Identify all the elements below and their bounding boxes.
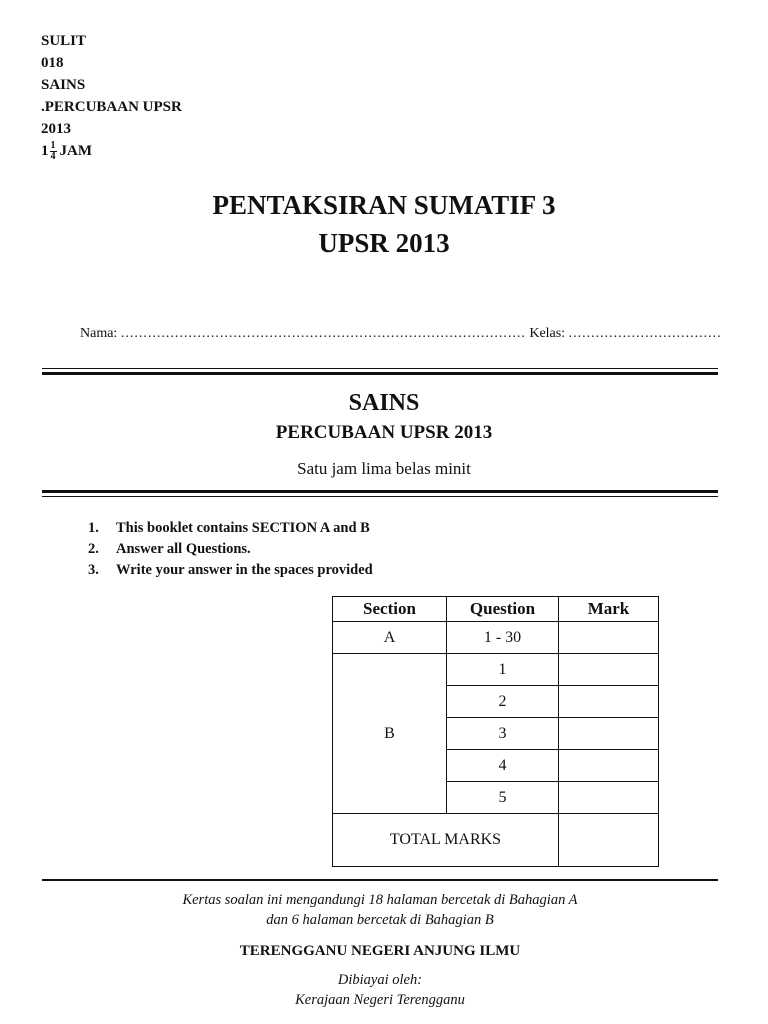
question-cell: 4 xyxy=(447,750,559,782)
duration-fraction xyxy=(50,141,57,162)
instruction-number: 3. xyxy=(88,562,99,578)
divider xyxy=(42,490,718,493)
fraction-numerator: 1 xyxy=(50,140,56,152)
header-question: Question xyxy=(447,597,559,622)
mark-cell[interactable] xyxy=(559,782,659,814)
instruction-item xyxy=(88,539,373,560)
paper-subject: SAINS xyxy=(348,390,420,416)
paper-code: 018 xyxy=(41,55,64,71)
exam-label: .PERCUBAAN UPSR xyxy=(41,99,182,115)
year-label: 2013 xyxy=(41,121,71,137)
divider xyxy=(42,496,718,497)
subject-label: SAINS xyxy=(41,77,86,93)
page-count-note xyxy=(0,890,760,930)
section-b-cell: B xyxy=(333,654,447,814)
table-row xyxy=(333,654,659,686)
header-block xyxy=(41,30,182,162)
mark-cell[interactable] xyxy=(559,622,659,654)
name-field[interactable]: .......................................................................................... xyxy=(120,326,526,341)
question-cell: 2 xyxy=(447,686,559,718)
funded-by-label: Dibiayai oleh: xyxy=(337,972,423,988)
divider xyxy=(42,879,718,881)
total-mark-cell[interactable] xyxy=(559,814,659,867)
section-a-cell: A xyxy=(333,622,447,654)
class-label: Kelas: xyxy=(529,326,566,341)
mark-cell[interactable] xyxy=(559,718,659,750)
duration-label xyxy=(41,140,182,162)
table-header-row xyxy=(333,597,659,622)
total-row xyxy=(333,814,659,867)
divider xyxy=(42,372,718,375)
question-cell: 1 xyxy=(447,654,559,686)
mark-cell[interactable] xyxy=(559,750,659,782)
header-mark: Mark xyxy=(559,597,659,622)
paper-exam: PERCUBAAN UPSR 2013 xyxy=(275,422,493,443)
instruction-number: 1. xyxy=(88,520,99,536)
question-cell: 3 xyxy=(447,718,559,750)
note-line: Kertas soalan ini mengandungi 18 halaman bercetak di Bahagian A xyxy=(182,892,578,908)
marks-table xyxy=(332,596,659,867)
instruction-text: This booklet contains SECTION A and B xyxy=(116,520,370,536)
mark-cell[interactable] xyxy=(559,654,659,686)
page-title: PENTAKSIRAN SUMATIF 3 xyxy=(212,190,556,220)
mark-cell[interactable] xyxy=(559,686,659,718)
instruction-item xyxy=(88,518,373,539)
question-cell: 5 xyxy=(447,782,559,814)
paper-duration: Satu jam lima belas minit xyxy=(297,459,471,478)
instruction-text: Write your answer in the spaces provided xyxy=(116,562,373,578)
name-class-line xyxy=(80,326,722,342)
instruction-item xyxy=(88,560,373,581)
class-field[interactable]: .................................. xyxy=(568,326,722,341)
name-label: Nama: xyxy=(80,326,118,341)
instructions-list xyxy=(88,518,373,581)
duration-unit: JAM xyxy=(59,143,92,159)
motto: TERENGGANU NEGERI ANJUNG ILMU xyxy=(239,943,521,959)
page-subtitle: UPSR 2013 xyxy=(318,228,450,258)
header-section: Section xyxy=(333,597,447,622)
note-line: dan 6 halaman bercetak di Bahagian B xyxy=(266,912,494,928)
divider xyxy=(42,368,718,369)
total-marks-label: TOTAL MARKS xyxy=(333,814,559,867)
funding-note xyxy=(0,970,760,1010)
question-cell: 1 - 30 xyxy=(447,622,559,654)
classification-label: SULIT xyxy=(41,33,87,49)
duration-whole: 1 xyxy=(41,143,49,159)
table-row xyxy=(333,622,659,654)
instruction-text: Answer all Questions. xyxy=(116,541,251,557)
funder-name: Kerajaan Negeri Terengganu xyxy=(295,992,465,1008)
fraction-denominator: 4 xyxy=(50,151,56,163)
instruction-number: 2. xyxy=(88,541,99,557)
